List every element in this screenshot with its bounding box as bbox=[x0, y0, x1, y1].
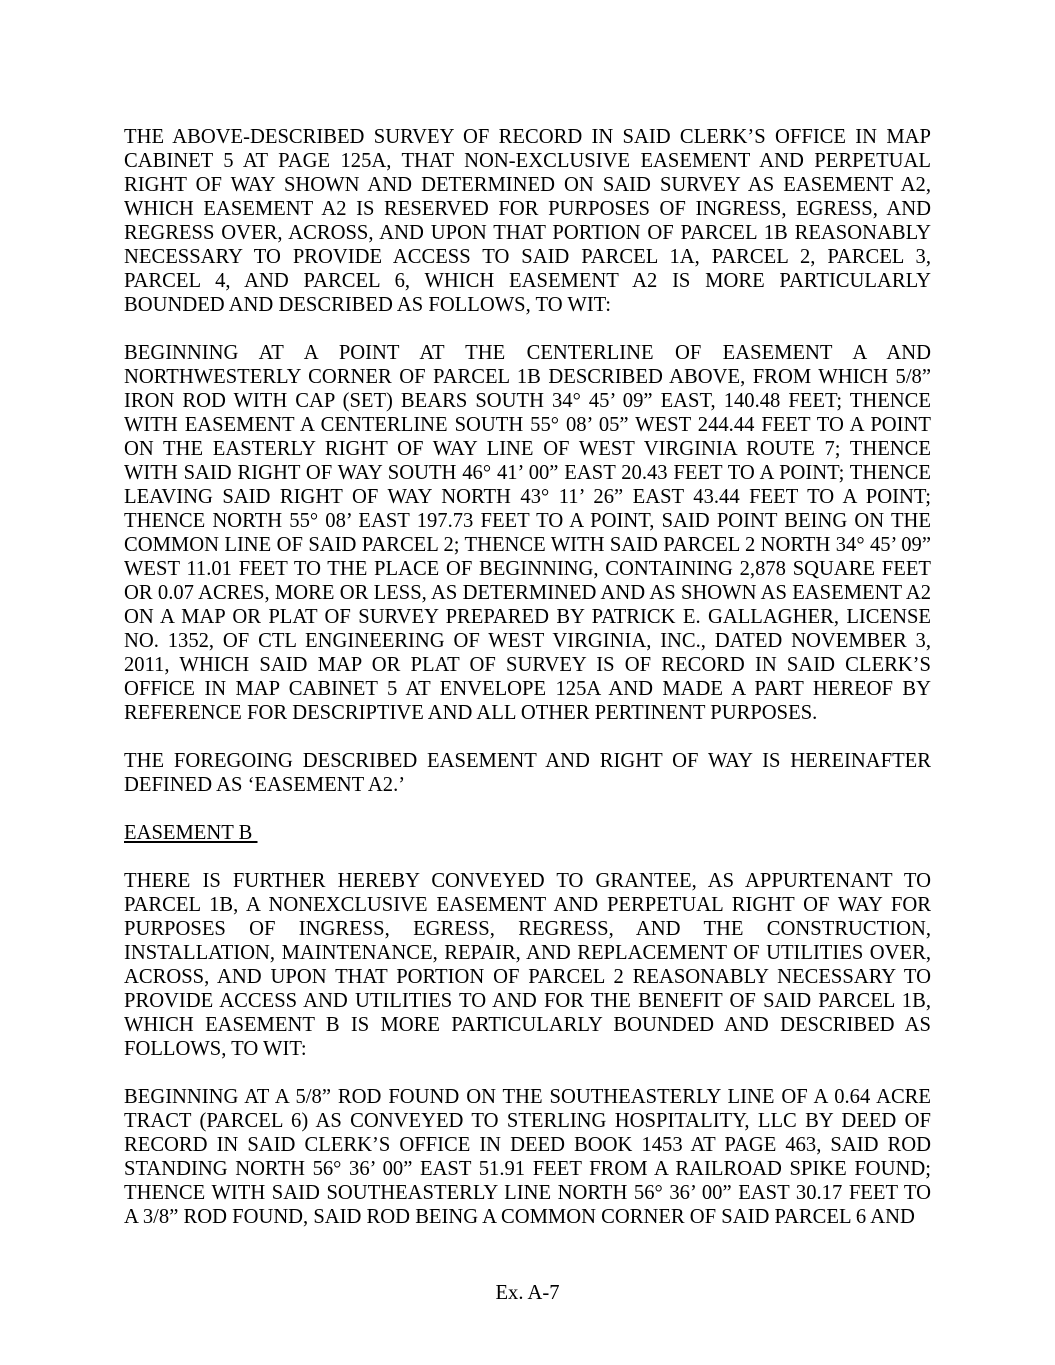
section-heading-easement-b: EASEMENT B bbox=[124, 822, 258, 844]
paragraph-easement-b-intro: THERE IS FURTHER HEREBY CONVEYED TO GRANTEE, AS APPURTENANT TO PARCEL 1B, A NONEXCLUSIVE EASEMENT AND PERPETUAL RIGHT OF WAY FOR PURPOSES OF INGRESS, EGRESS, REGRESS, AND THE CONSTRUCTION, INSTALLATION, MAINTENANCE, REPAIR, AND REPLACEMENT OF UTILITIES OVER, ACROSS, AND UPON THAT PORTION OF PARCEL 2 REASONABLY NECESSARY TO PROVIDE ACCESS AND UTILITIES TO AND FOR THE BENEFIT OF SAID PARCEL 1B, WHICH EASEMENT B IS MORE PARTICULARLY BOUNDED AND DESCRIBED AS FOLLOWS, TO WIT: bbox=[124, 870, 931, 1060]
document-page bbox=[124, 125, 931, 1229]
paragraph-easement-a2-description: BEGINNING AT A POINT AT THE CENTERLINE OF EASEMENT A AND NORTHWESTERLY CORNER OF PARCEL 1B DESCRIBED ABOVE, FROM WHICH 5/8” IRON ROD WITH CAP (SET) BEARS SOUTH 34° 45’ 09” EAST, 140.48 FEET; THENCE WITH EASEMENT A CENTERLINE SOUTH 55° 08’ 05” WEST 244.44 FEET TO A POINT ON THE EASTERLY RIGHT OF WAY LINE OF WEST VIRGINIA ROUTE 7; THENCE WITH SAID RIGHT OF WAY SOUTH 46° 41’ 00” EAST 20.43 FEET TO A POINT; THENCE LEAVING SAID RIGHT OF WAY NORTH 43° 11’ 26” EAST 43.44 FEET TO A POINT; THENCE NORTH 55° 08’ EAST 197.73 FEET TO A POINT, SAID POINT BEING ON THE COMMON LINE OF SAID PARCEL 2; THENCE WITH SAID PARCEL 2 NORTH 34° 45’ 09” WEST 11.01 FEET TO THE PLACE OF BEGINNING, CONTAINING 2,878 SQUARE FEET OR 0.07 ACRES, MORE OR LESS, AS DETERMINED AND AS SHOWN AS EASEMENT A2 ON A MAP OR PLAT OF SURVEY PREPARED BY PATRICK E. GALLAGHER, LICENSE NO. 1352, OF CTL ENGINEERING OF WEST VIRGINIA, INC., DATED NOVEMBER 3, 2011, WHICH SAID MAP OR PLAT OF SURVEY IS OF RECORD IN SAID CLERK’S OFFICE IN MAP CABINET 5 AT ENVELOPE 125A AND MADE A PART HEREOF BY REFERENCE FOR DESCRIPTIVE AND ALL OTHER PERTINENT PURPOSES. bbox=[124, 342, 931, 724]
paragraph-easement-b-description: BEGINNING AT A 5/8” ROD FOUND ON THE SOUTHEASTERLY LINE OF A 0.64 ACRE TRACT (PARCEL 6) AS CONVEYED TO STERLING HOSPITALITY, LLC BY DEED OF RECORD IN SAID CLERK’S OFFICE IN DEED BOOK 1453 AT PAGE 463, SAID ROD STANDING NORTH 56° 36’ 00” EAST 51.91 FEET FROM A RAILROAD SPIKE FOUND; THENCE WITH SAID SOUTHEASTERLY LINE NORTH 56° 36’ 00” EAST 30.17 FEET TO A 3/8” ROD FOUND, SAID ROD BEING A COMMON CORNER OF SAID PARCEL 6 AND bbox=[124, 1086, 931, 1228]
paragraph-easement-a2-intro: THE ABOVE-DESCRIBED SURVEY OF RECORD IN SAID CLERK’S OFFICE IN MAP CABINET 5 AT PAGE 125A, THAT NON-EXCLUSIVE EASEMENT AND PERPETUAL RIGHT OF WAY SHOWN AND DETERMINED ON SAID SURVEY AS EASEMENT A2, WHICH EASEMENT A2 IS RESERVED FOR PURPOSES OF INGRESS, EGRESS, AND REGRESS OVER, ACROSS, AND UPON THAT PORTION OF PARCEL 1B REASONABLY NECESSARY TO PROVIDE ACCESS TO SAID PARCEL 1A, PARCEL 2, PARCEL 3, PARCEL 4, AND PARCEL 6, WHICH EASEMENT A2 IS MORE PARTICULARLY BOUNDED AND DESCRIBED AS FOLLOWS, TO WIT: bbox=[124, 126, 931, 316]
page-footer: Ex. A-7 bbox=[495, 1282, 560, 1304]
paragraph-easement-a2-definition: THE FOREGOING DESCRIBED EASEMENT AND RIGHT OF WAY IS HEREINAFTER DEFINED AS ‘EASEMENT A2.’ bbox=[124, 750, 931, 796]
